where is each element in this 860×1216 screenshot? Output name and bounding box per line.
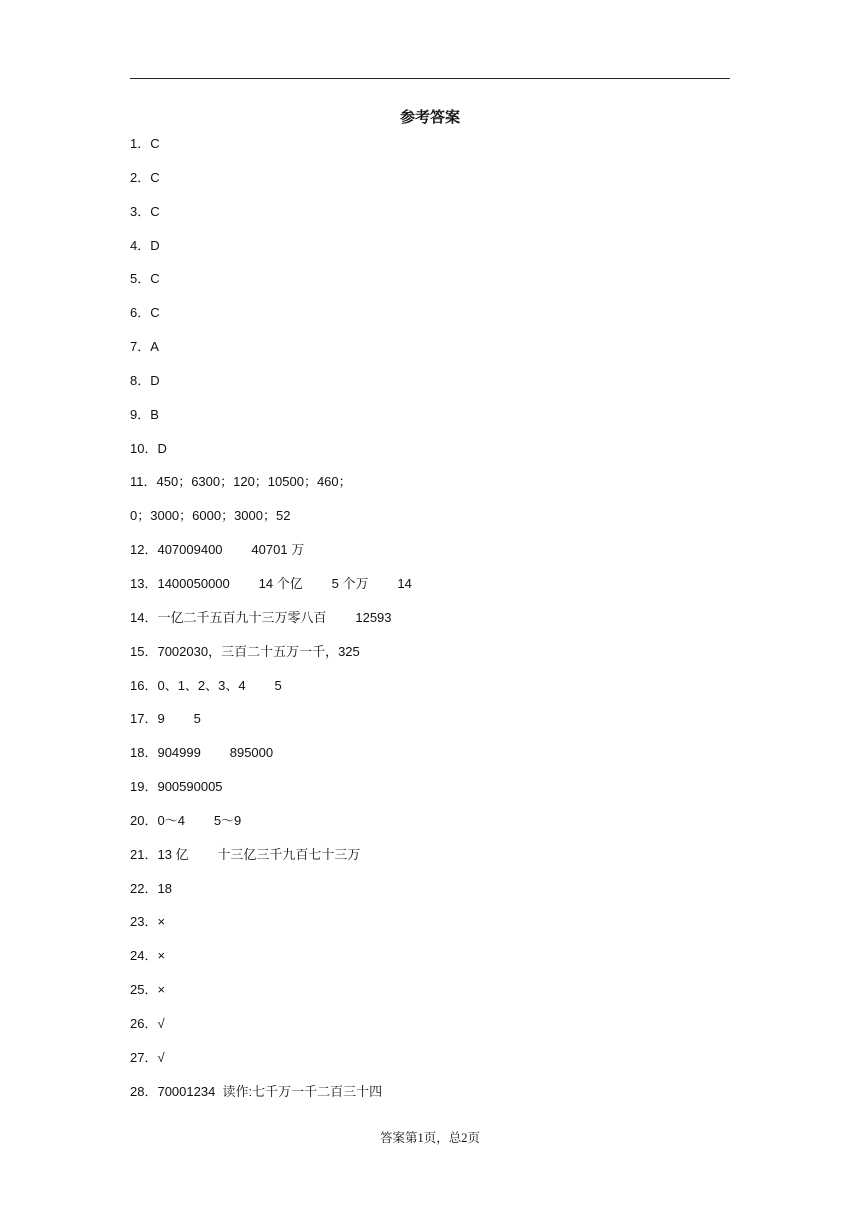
answer-line (130, 337, 750, 371)
answer-line (130, 980, 750, 1014)
answer-number: 20． (130, 812, 158, 828)
answer-text: C (150, 136, 160, 151)
answer-line (130, 506, 750, 540)
answer-number: 16． (130, 677, 158, 693)
answer-text: 904999 895000 (157, 745, 274, 761)
answer-number: 26． (130, 1015, 158, 1031)
answer-line (130, 642, 750, 676)
answer-text: 450；6300；120；10500；460； (156, 474, 352, 490)
answer-text: 1400050000 14 个亿 5 个万 14 (157, 575, 412, 591)
answer-text: × (157, 914, 166, 930)
answer-text: 900590005 (157, 779, 223, 795)
answer-text: √ (157, 1015, 165, 1031)
answer-line (130, 472, 750, 506)
answer-text: B (150, 406, 159, 422)
answer-number: 21． (130, 846, 158, 862)
answer-line (130, 540, 750, 574)
answer-line (130, 269, 750, 303)
answer-number: 2． (130, 169, 151, 185)
answer-text: 一亿二千五百九十三万零八百 12593 (157, 609, 392, 625)
answer-text: √ (157, 1049, 165, 1065)
answer-number: 13． (130, 575, 158, 591)
answer-text: 0；3000；6000；3000；52 (130, 508, 291, 524)
answer-line (130, 134, 750, 168)
answer-number: 14． (130, 609, 158, 625)
answer-line (130, 608, 750, 642)
answer-line (130, 946, 750, 980)
answer-number: 28． (130, 1083, 158, 1099)
answer-line (130, 1048, 750, 1082)
answer-number: 3． (130, 203, 151, 219)
answer-text: C (150, 305, 160, 321)
answer-number: 9． (130, 406, 151, 422)
answer-text: D (150, 372, 160, 388)
answer-line (130, 811, 750, 845)
answer-line (130, 202, 750, 236)
answer-number: 8． (130, 372, 151, 388)
answer-text: × (157, 948, 166, 964)
answer-line (130, 912, 750, 946)
answer-line (130, 743, 750, 777)
answer-line (130, 439, 750, 473)
answer-text: D (157, 440, 167, 456)
answer-text: D (150, 237, 160, 253)
answer-number: 24． (130, 948, 158, 964)
answer-number: 17． (130, 711, 158, 727)
answer-text: 9 5 (157, 711, 201, 727)
answer-number: 23． (130, 914, 158, 930)
answer-text: × (157, 982, 166, 998)
answer-number: 10． (130, 440, 158, 456)
answer-line (130, 405, 750, 439)
answer-line (130, 303, 750, 337)
answer-line (130, 236, 750, 270)
answer-number: 25． (130, 982, 158, 998)
answer-text: A (150, 339, 159, 355)
answer-number: 19． (130, 779, 158, 795)
answer-line (130, 777, 750, 811)
answer-line (130, 676, 750, 710)
answer-text: 70001234 读作:七千万一千二百三十四 (157, 1083, 383, 1099)
answer-text: 0、1、2、3、4 5 (157, 677, 282, 693)
answer-number: 4． (130, 237, 151, 253)
answer-line (130, 168, 750, 202)
page-title: 参考答案 (399, 109, 460, 126)
answer-line (130, 574, 750, 608)
answer-number: 11． (130, 474, 157, 490)
answer-number: 5． (130, 271, 151, 287)
answer-number: 7． (130, 339, 151, 355)
answer-text: 407009400 40701 万 (157, 542, 305, 558)
answer-text: C (150, 271, 160, 287)
answer-list (130, 134, 750, 1115)
answer-number: 27． (130, 1049, 158, 1065)
answer-number: 22． (130, 880, 158, 896)
answer-line (130, 845, 750, 879)
answer-number: 6． (130, 305, 151, 321)
answer-line (130, 1082, 750, 1116)
answer-number: 18． (130, 745, 158, 761)
answer-line (130, 709, 750, 743)
answer-text: C (150, 169, 160, 185)
answer-text: 7002030，三百二十五万一千，325 (157, 643, 360, 659)
answer-line (130, 371, 750, 405)
answer-number: 1． (130, 136, 151, 151)
answer-text: 0～4 5～9 (157, 812, 242, 828)
header-rule (130, 78, 730, 79)
answer-number: 12． (130, 542, 158, 558)
answer-text: 13 亿 十三亿三千九百七十三万 (157, 846, 361, 862)
page-footer: 答案第1页，总2页 (379, 1131, 480, 1145)
answer-number: 15． (130, 643, 158, 659)
answer-line (130, 1014, 750, 1048)
answer-line (130, 879, 750, 913)
answer-text: 18 (157, 880, 172, 896)
answer-text: C (150, 203, 160, 219)
